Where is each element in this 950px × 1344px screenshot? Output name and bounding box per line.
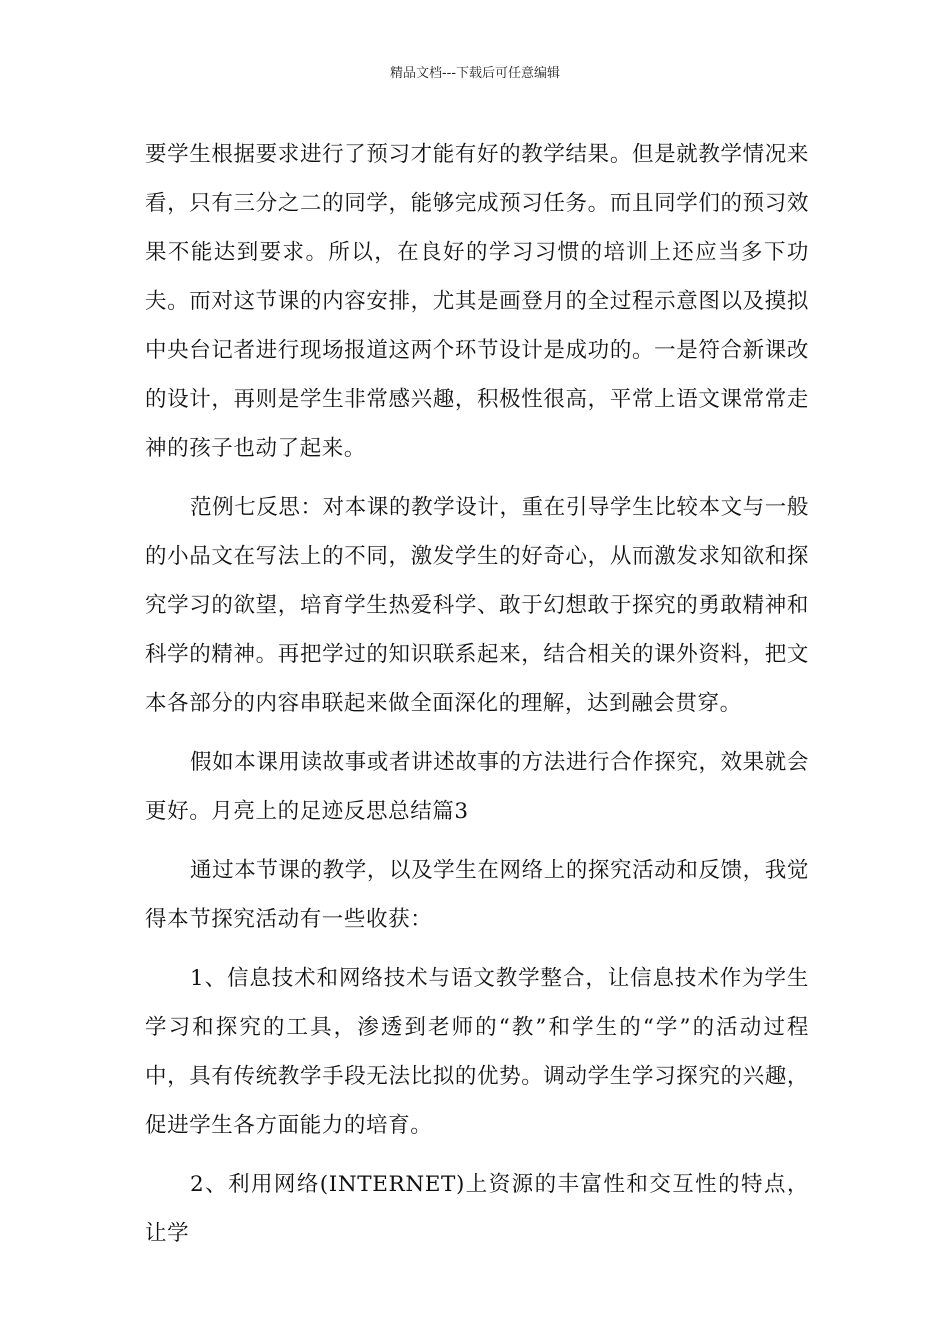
document-body <box>145 130 809 1268</box>
page-header: 精品文档---下载后可任意编辑 <box>389 66 561 81</box>
paragraph-1: 要学生根据要求进行了预习才能有好的教学结果。但是就教学情况来看，只有三分之二的同学，能够完成预习任务。而且同学们的预习效果不能达到要求。所以，在良好的学习习惯的培训上还应当多下功夫。而对这节课的内容安排，尤其是画登月的全过程示意图以及摸拟中央台记者进行现场报道这两个环节设计是成功的。一是符合新课改的设计，再则是学生非常感兴趣，积极性很高，平常上语文课常常走神的孩子也动了起来。 <box>145 142 809 461</box>
paragraph-6: 2、利用网络(INTERNET)上资源的丰富性和交互性的特点，让学 <box>145 1172 809 1246</box>
paragraph-2: 范例七反思：对本课的教学设计，重在引导学生比较本文与一般的小品文在写法上的不同，激发学生的好奇心，从而激发求知欲和探究学习的欲望，培育学生热爱科学、敢于幻想敢于探究的勇敢精神和科学的精神。再把学过的知识联系起来，结合相关的课外资料，把文本各部分的内容串联起来做全面深化的理解，达到融会贯穿。 <box>145 495 809 716</box>
paragraph-5: 1、信息技术和网络技术与语文教学整合，让信息技术作为学生学习和探究的工具，渗透到老师的“教”和学生的“学”的活动过程中，具有传统教学手段无法比拟的优势。调动学生学习探究的兴趣，促进学生各方面能力的培育。 <box>145 966 809 1138</box>
paragraph-4: 通过本节课的教学，以及学生在网络上的探究活动和反馈，我觉得本节探究活动有一些收获： <box>145 858 809 932</box>
paragraph-3: 假如本课用读故事或者讲述故事的方法进行合作探究，效果就会更好。月亮上的足迹反思总结篇3 <box>145 750 809 824</box>
